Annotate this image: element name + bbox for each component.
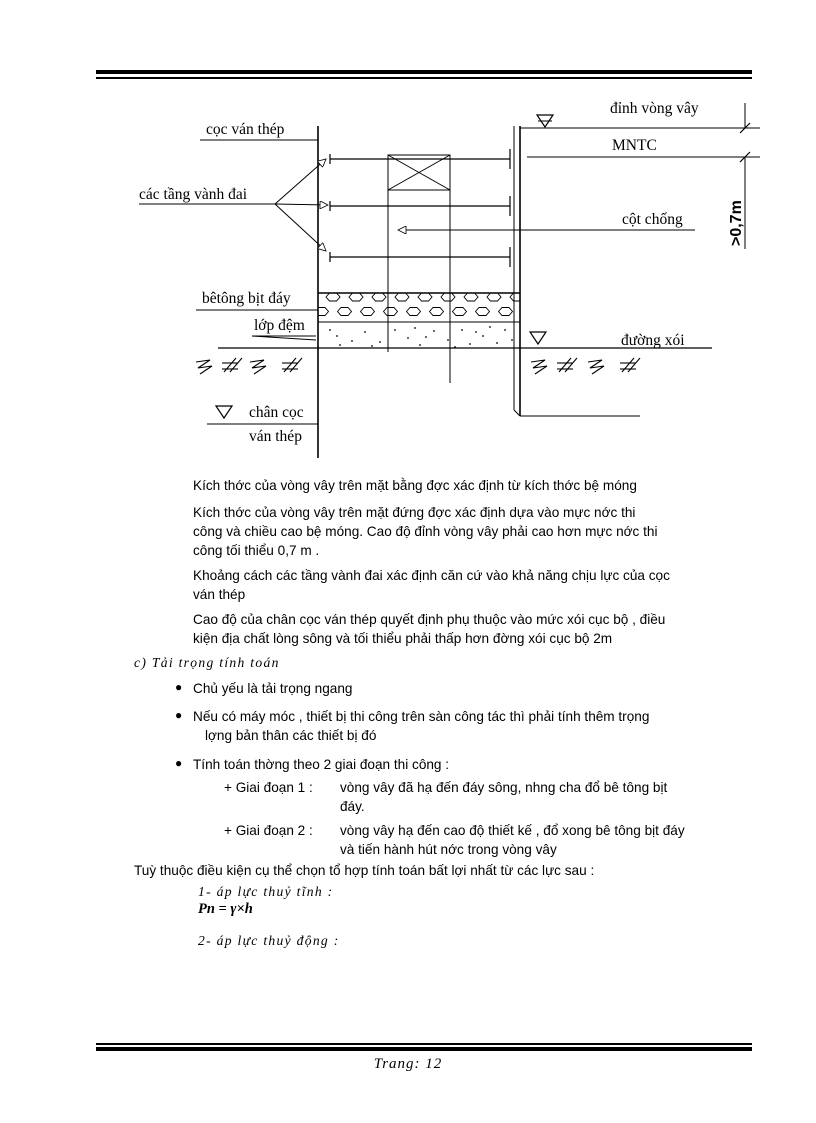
text-line: công tối thiểu 0,7 m . — [193, 543, 320, 558]
bullet-icon: ● — [175, 756, 183, 770]
text-line: Kích thớc của vòng vây trên mặt đứng đợc xác định dựa vào mực nớc thi — [193, 505, 636, 520]
label-strut: cột chống — [622, 211, 683, 228]
soil-hatch-left — [196, 358, 302, 374]
intro-line: Tuỳ thuộc điều kiện cụ thể chọn tổ hợp tính toán bất lợi nhất từ các lực sau : — [134, 863, 595, 878]
text-line: đáy. — [340, 799, 365, 814]
text-line: ván thép — [193, 587, 246, 602]
section-heading-c: c) Tải trọng tính toán — [134, 655, 280, 670]
bullet-2 — [193, 707, 753, 745]
item-1: 1- áp lực thuỷ tĩnh : — [198, 884, 334, 899]
label-pile-toe-1: chân cọc — [249, 404, 304, 421]
text-line: Cao độ của chân cọc ván thép quyết định phụ thuộc vào mức xói cục bộ , điều — [193, 612, 666, 627]
text-line: Chủ yếu là tải trọng ngang — [193, 681, 353, 696]
text-line: Khoảng cách các tầng vành đai xác định căn cứ vào khả năng chịu lực của cọc — [193, 568, 670, 583]
paragraph-4 — [193, 610, 753, 648]
cushion-layer-dots — [329, 326, 513, 348]
cross-bracing — [388, 155, 450, 190]
paragraph-2 — [193, 503, 753, 560]
walings — [330, 149, 510, 267]
footer-rule-thick — [96, 1047, 752, 1051]
stage-2-text — [340, 821, 760, 859]
formula: Pn = γ×h — [198, 901, 253, 917]
footer-rule-thin — [96, 1043, 752, 1045]
paragraph-3 — [193, 566, 753, 604]
bullet-3 — [193, 755, 753, 774]
label-walings: các tầng vành đai — [139, 186, 248, 203]
text-line: Kích thớc của vòng vây trên mặt bằng đợc xác định từ kích thớc bệ móng — [193, 478, 637, 493]
text-line: vòng vây đã hạ đến đáy sông, nhng cha đổ bê tông bịt — [340, 780, 668, 795]
stage-1-label: + Giai đoạn 1 : — [224, 780, 313, 795]
cofferdam-diagram — [0, 0, 816, 460]
label-pile-toe-2: ván thép — [249, 428, 302, 445]
soil-hatch-right — [531, 358, 640, 374]
stage-2-label: + Giai đoạn 2 : — [224, 823, 313, 838]
stage-1-text — [340, 778, 760, 816]
text-line: kiện địa chất lòng sông và tối thiểu phải thấp hơn đờng xói cục bộ 2m — [193, 631, 613, 646]
item-2: 2- áp lực thuỷ động : — [198, 933, 340, 948]
pile-toe-triangle — [216, 406, 232, 418]
page-number: Trang: 12 — [373, 1056, 443, 1072]
seal-concrete-fill — [318, 293, 520, 322]
label-mntc: MNTC — [612, 137, 657, 154]
text-line: và tiến hành hút nớc trong vòng vây — [340, 842, 557, 857]
paragraph-1 — [193, 476, 753, 495]
text-line: Tính toán thờng theo 2 giai đoạn thi công : — [193, 757, 450, 772]
label-dim: >0,7m — [728, 200, 745, 246]
label-seal-concrete: bêtông bịt đáy — [202, 290, 291, 307]
label-cushion: lớp đệm — [254, 317, 305, 334]
bullet-icon: ● — [175, 708, 183, 722]
label-sheet-pile: cọc ván thép — [206, 121, 285, 138]
text-line: công và chiều cao bệ móng. Cao độ đỉnh vòng vây phải cao hơn mực nớc thi — [193, 524, 658, 539]
text-line: lợng bản thân các thiết bị đó — [205, 728, 377, 743]
bullet-icon: ● — [175, 680, 183, 694]
bullet-1 — [193, 679, 753, 698]
text-line: Nếu có máy móc , thiết bị thi công trên sàn công tác thì phải tính thêm trọng — [193, 709, 650, 724]
label-scour-line: đường xói — [621, 332, 685, 349]
label-top-cofferdam: đỉnh vòng vây — [610, 100, 699, 117]
text-line: vòng vây hạ đến cao độ thiết kế , đổ xong bê tông bịt đáy — [340, 823, 685, 838]
scour-triangle — [530, 332, 546, 344]
